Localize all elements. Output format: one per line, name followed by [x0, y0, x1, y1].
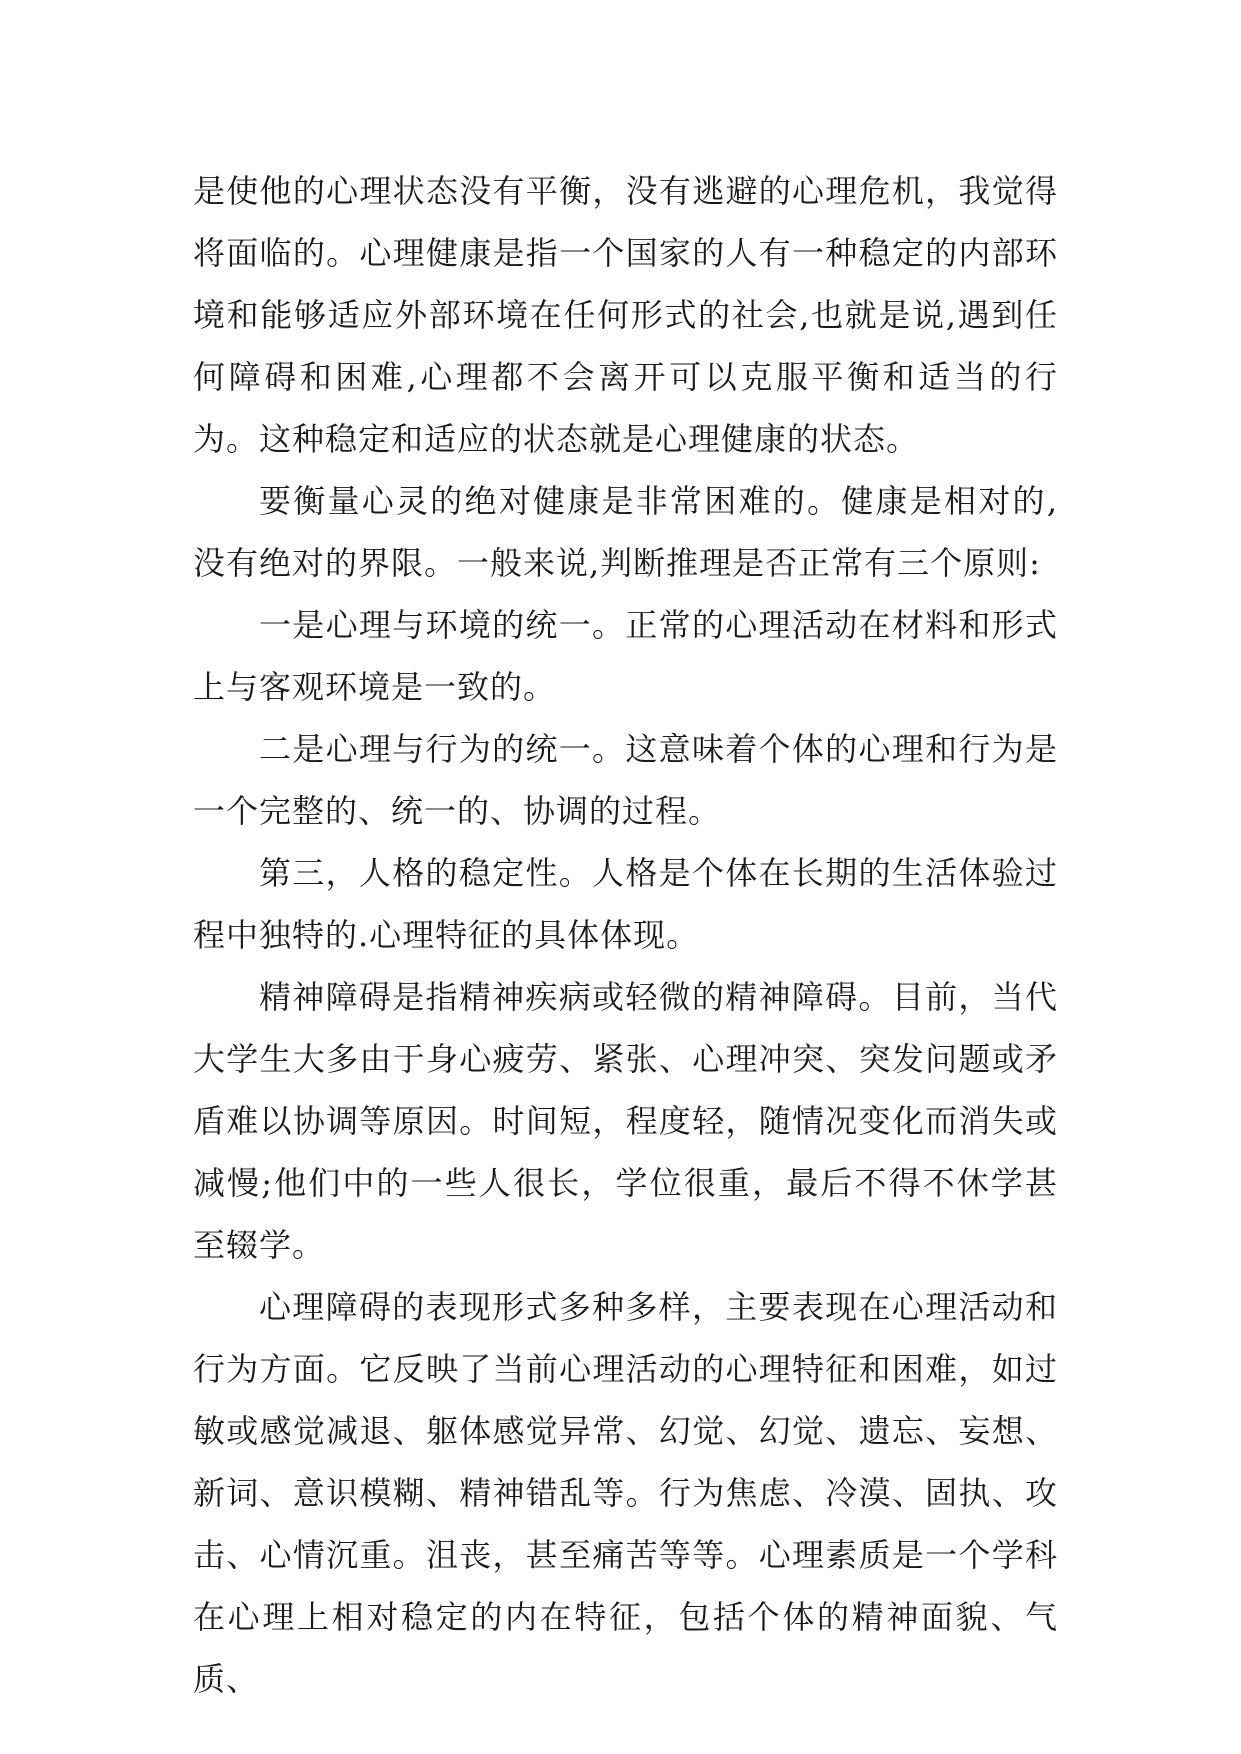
paragraph: 是使他的心理状态没有平衡，没有逃避的心理危机，我觉得将面临的。心理健康是指一个国家的人有一种稳定的内部环境和能够适应外部环境在任何形式的社会,也就是说,遇到任何障碍和困难,心理都不会离开可以克服平衡和适当的行为。这种稳定和适应的状态就是心理健康的状态。	[193, 172, 1058, 458]
paragraph: 二是心理与行为的统一。这意味着个体的心理和行为是一个完整的、统一的、协调的过程。	[193, 730, 1058, 830]
paragraph: 精神障碍是指精神疾病或轻微的精神障碍。目前，当代大学生大多由于身心疲劳、紧张、心理冲突、突发问题或矛盾难以协调等原因。时间短，程度轻，随情况变化而消失或减慢;他们中的一些人很长，学位很重，最后不得不休学甚至辍学。	[193, 978, 1058, 1264]
paragraph: 第三，人格的稳定性。人格是个体在长期的生活体验过程中独特的.心理特征的具体体现。	[193, 854, 1058, 954]
document-body	[193, 160, 1058, 1710]
paragraph: 一是心理与环境的统一。正常的心理活动在材料和形式上与客观环境是一致的。	[193, 606, 1058, 706]
paragraph: 要衡量心灵的绝对健康是非常困难的。健康是相对的,没有绝对的界限。一般来说,判断推理是否正常有三个原则:	[193, 482, 1058, 582]
paragraph: 心理障碍的表现形式多种多样，主要表现在心理活动和行为方面。它反映了当前心理活动的心理特征和困难，如过敏或感觉减退、躯体感觉异常、幻觉、幻觉、遗忘、妄想、新词、意识模糊、精神错乱等。行为焦虑、冷漠、固执、攻击、心情沉重。沮丧，甚至痛苦等等。心理素质是一个学科在心理上相对稳定的内在特征，包括个体的精神面貌、气质、	[193, 1288, 1058, 1698]
